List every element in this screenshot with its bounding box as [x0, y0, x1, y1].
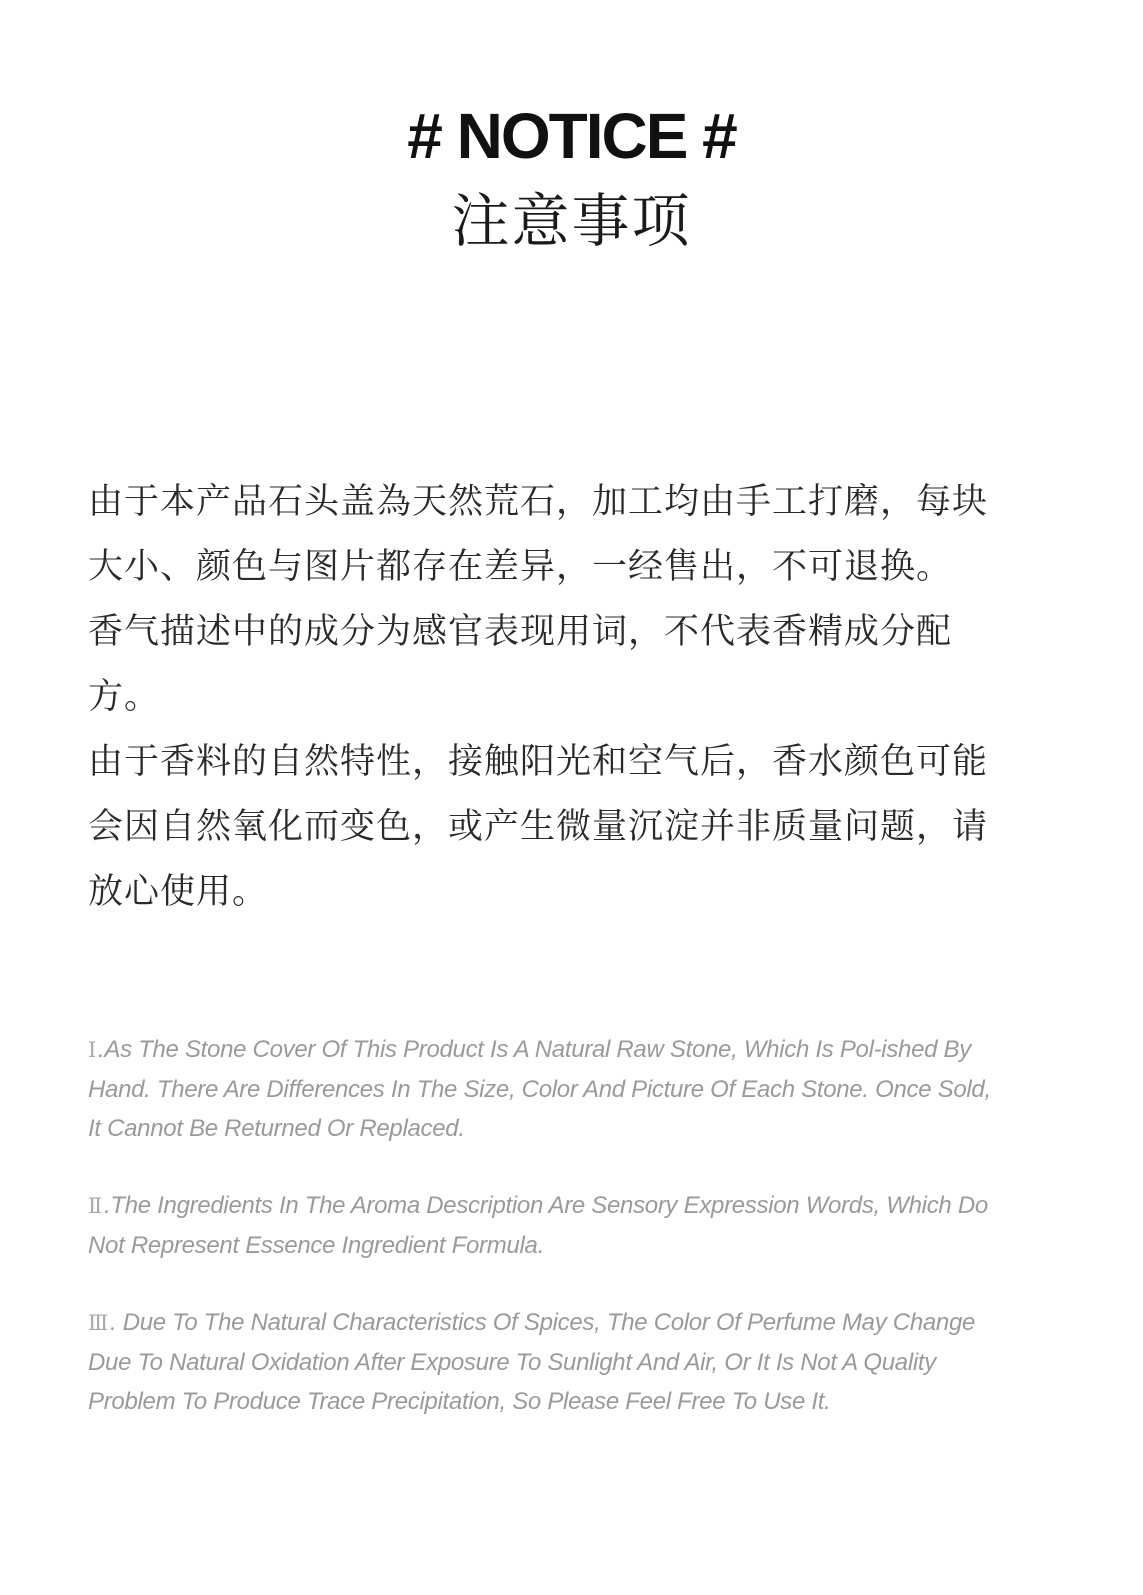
notice-notes-en	[88, 1030, 993, 1459]
body-zh-paragraph-1: 由于本产品石头盖為天然荒石，加工均由手工打磨，每块大小、颜色与图片都存在差异，一经售出，不可退换。	[88, 482, 989, 587]
note-en-text-3: . Due To The Natural Characteristics Of Spices, The Color Of Perfume May Change Due To Natural Oxidation After Exposure To Sunlight And Air, Or It Is Not A Quality Problem To Produce Trace Precipitation, So Please Feel Free To Use It.	[88, 1309, 976, 1415]
note-en-numeral-2: Ⅱ	[88, 1194, 102, 1218]
notice-title-zh: 注意事项	[451, 187, 692, 255]
body-zh-paragraph-2: 香气描述中的成分为感官表现用词，不代表香精成分配方。	[88, 612, 953, 717]
note-en-text-2: .The Ingredients In The Aroma Description Are Sensory Expression Words, Which Do Not Represent Essence Ingredient Formula.	[88, 1192, 988, 1259]
notice-body-zh	[88, 470, 1008, 925]
note-en-numeral-3: Ⅲ	[88, 1311, 108, 1335]
note-en-item-1	[88, 1030, 993, 1148]
note-en-item-3	[88, 1303, 993, 1421]
note-en-text-1: .As The Stone Cover Of This Product Is A Natural Raw Stone, Which Is Pol-ished By Hand. There Are Differences In The Size, Color And Picture Of Each Stone. Once Sold, It Cannot Be Returned Or Replaced.	[88, 1036, 991, 1142]
notice-title-en: # NOTICE #	[407, 100, 736, 172]
note-en-numeral-1: Ⅰ	[88, 1038, 96, 1062]
note-en-item-2	[88, 1186, 993, 1265]
body-zh-paragraph-3: 由于香料的自然特性，接触阳光和空气后，香水颜色可能会因自然氧化而变色，或产生微量沉淀并非质量问题，请放心使用。	[88, 742, 989, 912]
